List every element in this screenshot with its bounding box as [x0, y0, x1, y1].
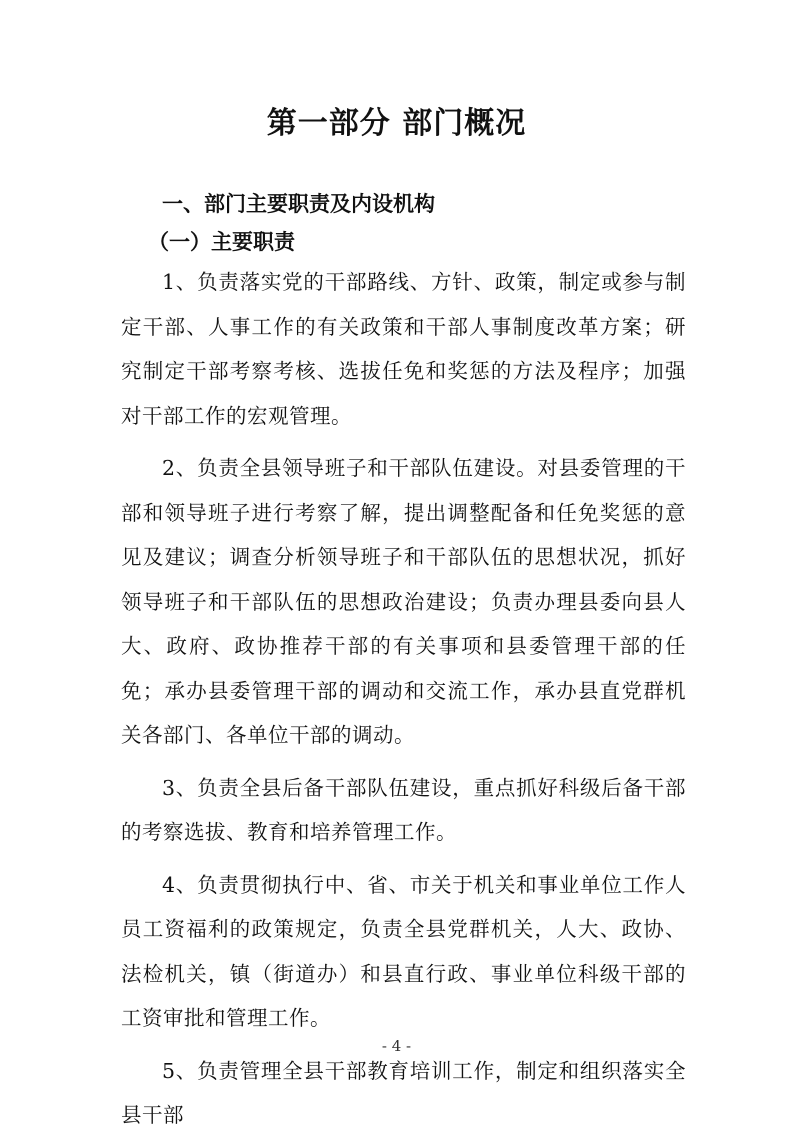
page-title: 第一部分 部门概况 [266, 106, 527, 141]
body-text [121, 260, 686, 1146]
paragraph-5: 5、负责管理全县干部教育培训工作，制定和组织落实全县干部 [121, 1058, 686, 1127]
paragraph-4: 4、负责贯彻执行中、省、市关于机关和事业单位工作人员工资福利的政策规定，负责全县党群机关，人大、政协、法检机关，镇（街道办）和县直行政、事业单位科级干部的工资审批和管理工作。 [121, 872, 686, 1030]
section-subheading: （一）主要职责 [148, 230, 295, 254]
paragraph-2: 2、负责全县领导班子和干部队伍建设。对县委管理的干部和领导班子进行考察了解，提出调整配备和任免奖惩的意见及建议；调查分析领导班子和干部队伍的思想状况，抓好领导班子和干部队伍的思想政治建设；负责办理县委向县人大、政府、政协推荐干部的有关事项和县委管理干部的任免；承办县委管理干部的调动和交流工作，承办县直党群机关各部门、各单位干部的调动。 [121, 456, 686, 747]
page-number: - 4 - [381, 1037, 412, 1055]
paragraph-3: 3、负责全县后备干部队伍建设，重点抓好科级后备干部的考察选拔、教育和培养管理工作。 [121, 775, 686, 844]
paragraph-1: 1、负责落实党的干部路线、方针、政策，制定或参与制定干部、人事工作的有关政策和干部人事制度改革方案；研究制定干部考察考核、选拔任免和奖惩的方法及程序；加强对干部工作的宏观管理。 [121, 270, 686, 428]
section-heading: 一、部门主要职责及内设机构 [162, 192, 435, 216]
